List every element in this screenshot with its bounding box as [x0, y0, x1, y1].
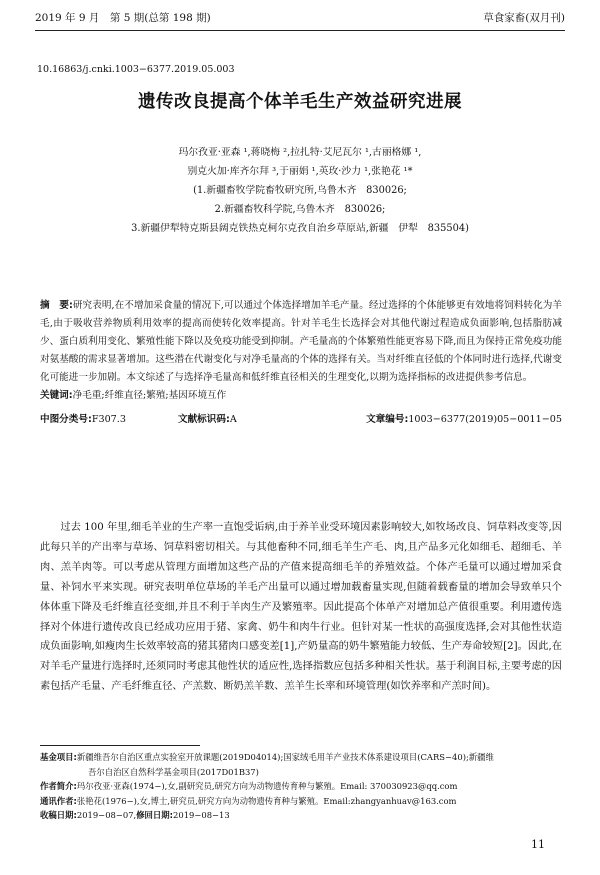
- header-rule: [35, 30, 565, 31]
- abstract-paragraph: [40, 297, 562, 387]
- author-block: [80, 143, 520, 238]
- document-code: [178, 411, 237, 425]
- body-paragraph: 过去 100 年里,细毛羊业的生产率一直饱受诟病,由于养羊业受环境因素影响较大,如牧场改良、饲草料改变等,因此每只羊的产出率与草场、饲草料密切相关。与其他畜种不同,细毛羊生产毛、肉,且产品多元化如细毛、超细毛、羊肉、羔羊肉等。可以考虑从管理方面增加这些产品的产值来提高细毛羊的养殖效益。个体产毛量可以通过增加采食量、补饲水平来实现。研究表明单位草场的羊毛产出量可以通过增加载畜量实现,但随着载畜量的增加会导致单只个体体重下降及毛纤维直径变细,并且不利于羊肉生产及繁殖率。因此提高个体单产对增加总产值很重要。利用遗传选择对个体进行遗传改良已经成功应用于猪、家禽、奶牛和肉牛行业。但针对某一性状的高强度选择,会对其他性状造成负面影响,如瘦肉生长效率较高的猪其猪肉口感变差[1],产奶量高的奶牛繁殖能力较低、生产寿命较短[2]。因此,在对羊毛产量进行选择时,还须同时考虑其他性状的适应性,选择指数应包括多种相关性状。基于利润目标,主要考虑的因素包括产毛量、产毛纤维直径、产羔数、断奶羔羊数、羔羊生长率和环境管理(如饮养率和产羔时间)。: [40, 522, 562, 693]
- classification-line: [40, 411, 562, 429]
- author-bio: [40, 779, 562, 794]
- revised-date: 2019−08−13: [173, 810, 230, 820]
- corresponding-label: 通讯作者:: [40, 795, 77, 806]
- body-text: [40, 518, 562, 697]
- corresponding-author: [40, 794, 562, 809]
- fund-line: [40, 750, 562, 765]
- running-header: [35, 10, 565, 28]
- keywords-text: 净毛重;纤维直径;繁殖;基因环境互作: [72, 390, 227, 401]
- keywords: [40, 387, 562, 405]
- article-number-label: 文章编号:: [366, 414, 409, 425]
- dates: [40, 808, 562, 823]
- corresponding-text: 张艳花(1976−),女,博士,研究员,研究方向为动物遗传育种与繁殖。Email:zhangyanhuav@163.com: [76, 795, 457, 806]
- document-code-value: A: [229, 414, 237, 425]
- clc-value: F307.3: [91, 414, 126, 425]
- author-bio-text: 玛尔孜亚·亚森(1974−),女,副研究员,研究方向为动物遗传育种与繁殖。Email: 370030923@qq.com: [76, 781, 458, 791]
- abstract-text: 研究表明,在不增加采食量的情况下,可以通过个体选择增加羊毛产量。经过选择的个体能够更有效地将饲料转化为羊毛,由于吸收营养物质利用效率的提高而使转化效率提高。针对羊毛生长选择会对其他代谢过程造成负面影响,包括脂肪减少、蛋白质利用变化、繁殖性能下降以及免疫功能受到抑制。产毛量高的个体繁殖性能更容易下降,而且为保持正常免疫功能对氨基酸的需求显著增加。这些潜在代谢变化与对净毛量高的个体的选择有关。当对纤维直径低的个体同时进行选择,代谢变化可能进一步加剧。本文综述了与选择净毛量高和低纤维直径相关的生理变化,以期为选择指标的改进提供参考信息。: [40, 300, 562, 383]
- header-issue: 2019 年 9 月 第 5 期(总第 198 期): [35, 12, 211, 24]
- document-code-label: 文献标识码:: [178, 414, 230, 425]
- fund-label: 基金项目:: [40, 752, 77, 762]
- keywords-label: 关键词:: [40, 390, 73, 401]
- affiliation-3: 3.新疆伊犁特克斯县阔克铁热克柯尔克孜自治乡草原站,新疆 伊犁 835504): [131, 223, 469, 234]
- fund-text: 新疆维吾尔自治区重点实验室开放课题(2019D04014);国家绒毛用羊产业技术体系建设项目(CARS−40);新疆维: [76, 752, 494, 762]
- clc-label: 中图分类号:: [40, 414, 92, 425]
- abstract-label: 摘 要:: [40, 300, 73, 311]
- abstract: [40, 297, 562, 405]
- article-number: [366, 411, 562, 425]
- revised-label: 修回日期:: [136, 810, 174, 820]
- page-number: 11: [531, 838, 545, 851]
- authors-line-1: 玛尔孜亚·亚森 ¹,蒋晓梅 ²,拉扎特·艾尼瓦尔 ¹,古丽格娜 ¹,: [178, 147, 422, 158]
- received-label: 收稿日期:: [40, 810, 77, 820]
- authors-line-2: 别克火加·库齐尔拜 ³,于丽娟 ¹,英玫·沙力 ¹,张艳花 ¹*: [187, 166, 413, 177]
- affiliation-2: 2.新疆畜牧科学院,乌鲁木齐 830026;: [214, 204, 386, 215]
- received-date: 2019−08−07,: [76, 810, 137, 820]
- affiliation-1: (1.新疆畜牧学院畜牧研究所,乌鲁木齐 830026;: [193, 185, 407, 196]
- article-title: 遗传改良提高个体羊毛生产效益研究进展: [138, 92, 462, 112]
- header-journal: 草食家畜(双月刊): [483, 12, 565, 24]
- article-number-value: 1003−6377(2019)05−0011−05: [408, 414, 562, 425]
- footnote-rule: [40, 745, 200, 746]
- author-bio-label: 作者简介:: [40, 781, 77, 791]
- clc-number: [40, 411, 126, 425]
- footnotes: [40, 750, 562, 823]
- doi: 10.16863/j.cnki.1003−6377.2019.05.003: [37, 64, 235, 75]
- fund-line-cont: 吾尔自治区自然科学基金项目(2017D01B37): [88, 766, 259, 777]
